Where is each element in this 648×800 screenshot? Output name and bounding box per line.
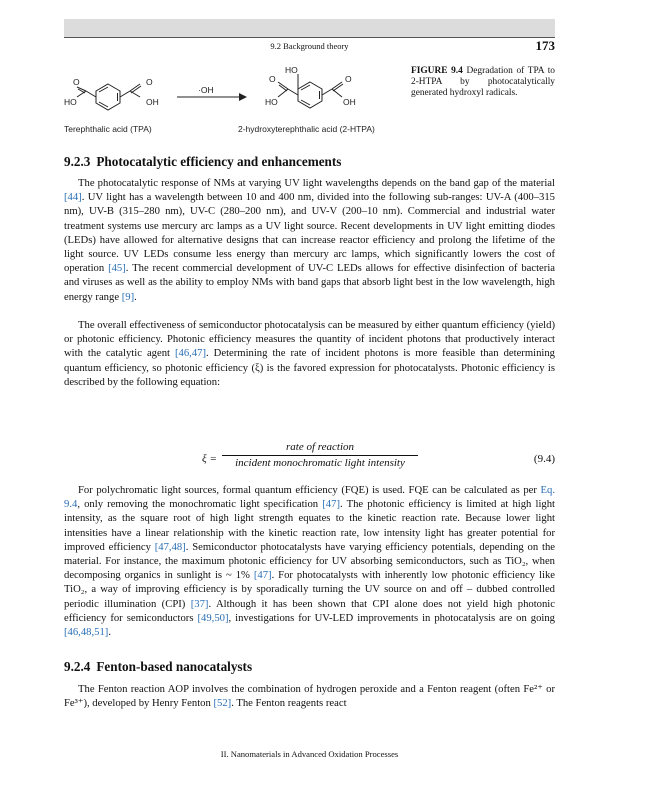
citation-link[interactable]: [45] [108,263,126,275]
citation-link[interactable]: [44] [64,192,82,204]
citation-link[interactable]: [49,50] [197,612,229,624]
page-number: 173 [535,38,555,53]
htpa-benzene-ring [298,82,322,108]
tpa-name: Terephthalic acid (TPA) [64,124,152,134]
citation-link[interactable]: [52] [213,698,232,710]
htpa-o-left: O [269,74,276,84]
running-head: 9.2 Background theory [270,41,349,51]
figure-caption [411,66,555,99]
equation-fraction [222,441,418,469]
section-number: 9.2.3 [64,154,91,169]
citation-link[interactable]: [46,48,51] [64,627,109,639]
htpa-name: 2-hydroxyterephthalic acid (2-HTPA) [238,124,375,134]
citation-link[interactable]: [47] [253,570,272,582]
paragraph: For polychromatic light sources, formal quantum efficiency (FQE) is used. FQE can be calculated as per Eq. 9.4, only removing the monochromatic light specification [47]. The photonic efficiency is limited at high light intensity, as the square root of high light strength equates to the kinetic reaction rate. Because lower light intensities have a linear relationship with the kinetic reaction rate, low intensity light has greater potential for improved efficiency [47,48]. Semiconductor photocatalysts have varying efficiency potentials, depending on the material. For instance, the maximum photonic efficiency for UV absorbing semiconductors, such as TiO₂, when decomposing organics in sunlight is ~ 1% [47]. For photocatalysts with inherently low photonic efficiency like TiO₂, a way of improving efficiency is by sporadically turning the UV source on and off – dubbed controlled periodic illumination (CPI) [37]. Although it has been shown that CPI alone does not yield high photonic efficiency for semiconductors [49,50], investigations for UV-LED improvements in photocatalysis are on going [46,48,51]. [64,485,555,639]
section-title: Photocatalytic efficiency and enhancements [96,154,342,169]
htpa-o-right: O [345,74,352,84]
header-bar [64,19,555,37]
paragraph: The photocatalytic response of NMs at varying UV light wavelengths depends on the band gap of the material [44]. UV light has a wavelength between 10 and 400 nm, divided into the following sub-ranges: UV-A (400–315 nm), UV-B (315–280 nm), UV-C (280–200 nm), and UV-V (200–10 nm). Commercial and industrial water treatment systems use mercury arc lamps as a UV light source. Recent developments in UV light emitting diodes (LEDs) have allowed for alternative designs that can increase reactor efficiency and prolong the lifetime of the light source. UV LEDs consume less energy than mercury arc lamps, which significantly lowers the cost of operation [45]. The recent commercial development of UV-C LEDs allows for effective disinfection of bacteria and viruses as well as the ability to employ NMs with band gaps that absorb light best in the low wavelength, high energy range [9]. [64,178,555,303]
citation-link[interactable]: [9] [121,291,135,303]
tpa-ho: HO [64,97,77,107]
equation-denominator: incident monochromatic light intensity [235,457,405,469]
section-number: 9.2.4 [64,659,91,674]
arrow-head [239,93,247,101]
equation-link[interactable]: Eq. 9.4 [64,485,555,511]
figure-label: FIGURE 9.4 [411,66,463,76]
figure-caption-text: Degradation of TPA to 2-HTPA by photocatalytically generated hydroxyl radicals. [411,66,555,98]
citation-link[interactable]: [47,48] [154,541,186,553]
citation-link[interactable]: [37] [190,598,209,610]
section-heading-923 [64,154,341,170]
htpa-ho: HO [265,97,278,107]
citation-link[interactable]: [46,47] [174,348,207,360]
section-heading-924 [64,659,252,675]
section-title: Fenton-based nanocatalysts [96,659,253,674]
equation-lhs: ξ = [202,453,217,465]
hydroxyl-radical-label: ·OH [198,85,214,95]
paragraph: The overall effectiveness of semiconductor photocatalysis can be measured by either quantum efficiency (yield) or photonic efficiency. Photonic efficiency measures the quantity of incident photons that productively interact with the catalytic agent [46,47]. Determining the rate of incident photons is more feasible than determining quantum efficiency, so photonic efficiency (ξ) is the favored expression for photocatalysts. Photonic efficiency is described by the following equation: [64,320,555,388]
citation-link[interactable]: [47] [322,499,340,511]
equation-9-4 [64,439,555,479]
header-rule [64,37,555,38]
equation-numerator: rate of reaction [222,441,418,456]
tpa-o-left: O [73,77,80,87]
tpa-oh: OH [146,97,159,107]
tpa-o-right: O [146,77,153,87]
reaction-scheme [64,60,404,140]
htpa-oh: OH [343,97,356,107]
equation-number: (9.4) [533,453,555,465]
paragraph: The Fenton reaction AOP involves the combination of hydrogen peroxide and a Fenton reagent (often Fe²⁺ or Fe³⁺), developed by Henry Fenton [52]. The Fenton reagents react [64,684,555,710]
htpa-ho-top: HO [285,65,298,75]
page-footer: II. Nanomaterials in Advanced Oxidation Processes [220,749,399,759]
tpa-benzene-ring [96,84,120,110]
